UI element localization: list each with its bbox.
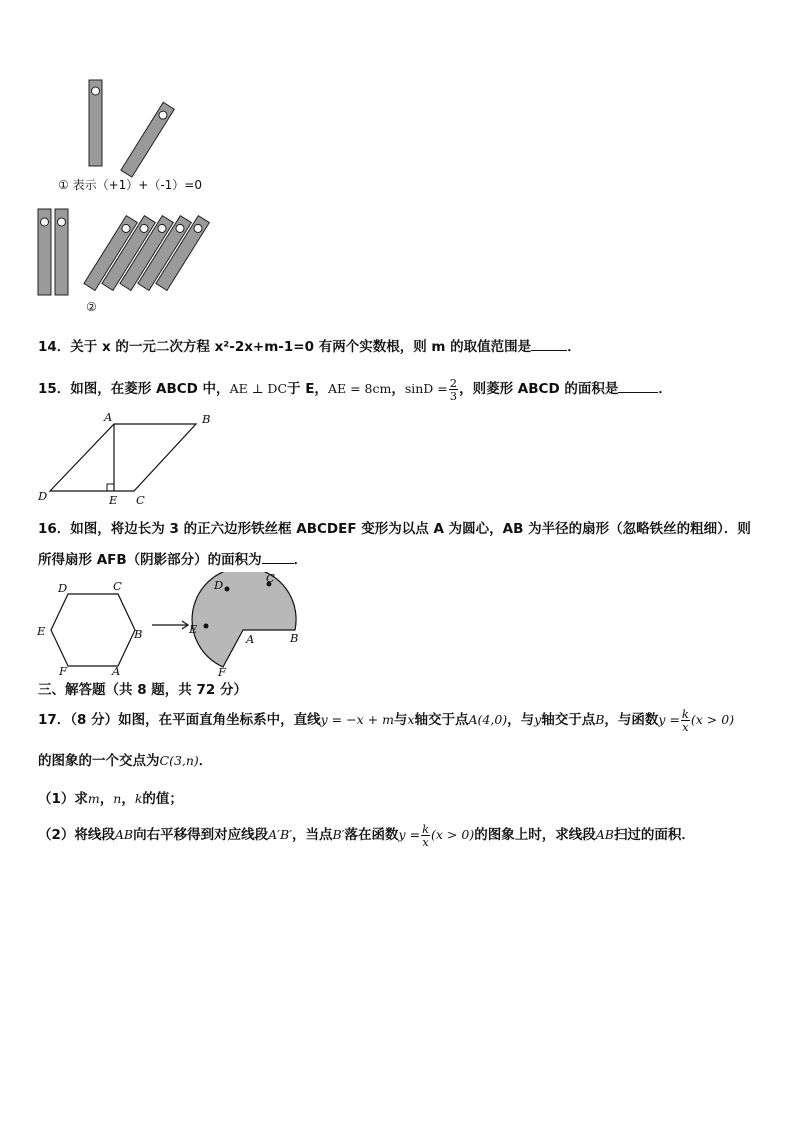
question-text: 于 E，: [287, 381, 328, 397]
label-D: D: [38, 489, 48, 503]
label-A: A: [104, 410, 113, 424]
math-expr: y =: [658, 712, 680, 727]
math-expr: y = −x + m: [320, 712, 394, 727]
sector-label-C: C: [266, 572, 275, 585]
question-text: 落在函数: [344, 827, 399, 843]
caption-text: 表示（+1）+（-1）=0: [72, 178, 202, 192]
sector-label-E: E: [189, 622, 198, 636]
question-17-part-2: [38, 822, 695, 848]
math-expr: sinD =: [404, 381, 448, 396]
question-text: 如图，将边长为 3 的正六边形铁丝框 ABCDEF 变形为以点 A 为圆心，AB 为半径的扇形（忽略铁丝的粗细）．则: [70, 521, 751, 537]
math-expr: A(4,0): [468, 712, 508, 727]
hex-label-D: D: [58, 581, 68, 595]
question-text: 轴交于点: [414, 712, 469, 728]
math-expr: (x > 0): [690, 712, 735, 727]
question-text: 向右平移得到对应线段: [133, 827, 269, 843]
punctuation: ．: [658, 381, 672, 397]
fraction: [449, 377, 458, 402]
denominator: x: [422, 834, 429, 849]
denominator: x: [682, 719, 689, 734]
question-14: [38, 338, 581, 356]
question-17-part-1: [38, 790, 183, 808]
question-text: ，则菱形 ABCD 的面积是: [459, 381, 619, 397]
hex-label-F: F: [59, 664, 67, 678]
sector-shaded: [192, 572, 299, 667]
answer-blank[interactable]: [531, 338, 567, 351]
label-circled-2: ②: [86, 300, 97, 314]
punctuation: ，: [121, 791, 135, 807]
numerator: k: [681, 706, 689, 721]
math-var: A′B′: [268, 827, 293, 842]
question-text: 轴交于点: [541, 712, 596, 728]
sector-label-A: A: [246, 632, 255, 646]
question-text: 所得扇形 AFB（阴影部分）的面积为: [38, 552, 262, 568]
fraction: [681, 708, 690, 733]
question-17-line-2: [38, 752, 212, 770]
math-var: n: [113, 791, 122, 806]
question-16-line-2: [38, 551, 307, 569]
question-15: [38, 376, 672, 402]
sector-label-B: B: [290, 631, 299, 645]
question-text: 关于 x 的一元二次方程 x²-2x+m-1=0 有两个实数根，则 m 的取值范围是: [70, 339, 532, 355]
section-header: 三、解答题（共 8 题，共 72 分）: [38, 682, 247, 698]
hexagon: [51, 594, 135, 666]
math-expr: AE ⊥ DC: [229, 381, 288, 396]
math-expr: AE = 8cm: [327, 381, 392, 396]
math-var: m: [87, 791, 100, 806]
label-C: C: [136, 493, 145, 507]
fraction: [421, 823, 430, 848]
label-B: B: [202, 412, 211, 426]
hex-label-C: C: [113, 579, 122, 593]
question-16: [38, 520, 751, 538]
punctuation: ．: [567, 339, 581, 355]
numerator: k: [422, 821, 430, 836]
math-expr: y: [534, 712, 542, 727]
question-text: （8 分）如图，在平面直角坐标系中，直线: [70, 712, 321, 728]
question-text: 的图象上时，求线段: [474, 827, 596, 843]
hex-label-B: B: [134, 627, 143, 641]
math-expr: B: [595, 712, 605, 727]
punctuation: ．: [293, 552, 308, 568]
question-number: 17．: [38, 712, 71, 728]
answer-blank[interactable]: [262, 551, 294, 564]
question-text: 扫过的面积．: [613, 827, 695, 843]
punctuation: ．: [198, 753, 213, 769]
hex-label-E: E: [37, 624, 46, 638]
question-text: 如图，在菱形 ABCD 中，: [70, 381, 230, 397]
math-expr: (x > 0): [431, 827, 475, 842]
punctuation: ，: [99, 791, 114, 807]
math-var: AB: [595, 827, 614, 842]
math-expr: y =: [398, 827, 421, 842]
sector-label-F: F: [218, 665, 226, 679]
math-expr: C(3,n): [159, 753, 199, 768]
math-var: B′: [332, 827, 345, 842]
math-var: AB: [114, 827, 134, 842]
question-text: ，: [391, 381, 405, 397]
answer-blank[interactable]: [618, 380, 658, 393]
sector-label-D: D: [214, 578, 224, 592]
fig13-caption-1: [58, 176, 202, 193]
q13-stick-figure: [30, 75, 250, 320]
math-var: k: [134, 791, 143, 806]
question-text: 的值；: [142, 791, 183, 807]
question-text: 与: [393, 712, 408, 728]
question-number: 15．: [38, 381, 71, 397]
question-17: [38, 707, 734, 733]
math-expr: x: [407, 712, 415, 727]
hex-label-A: A: [112, 664, 121, 678]
numerator: 2: [449, 375, 458, 390]
question-number: 16．: [38, 521, 71, 537]
question-text: ，当点: [292, 827, 333, 843]
label-circled-1: ①: [58, 178, 69, 192]
question-text: ，与: [507, 712, 535, 728]
hexagon-sector-figure: [30, 572, 310, 682]
question-text: 的图象的一个交点为: [38, 753, 160, 769]
part-label: （1）求: [38, 791, 88, 807]
question-number: 14．: [38, 339, 71, 355]
rhombus-figure: [30, 408, 230, 508]
denominator: 3: [449, 388, 458, 403]
part-label: （2）将线段: [38, 827, 115, 843]
label-E: E: [109, 493, 118, 507]
question-text: ，与函数: [604, 712, 659, 728]
